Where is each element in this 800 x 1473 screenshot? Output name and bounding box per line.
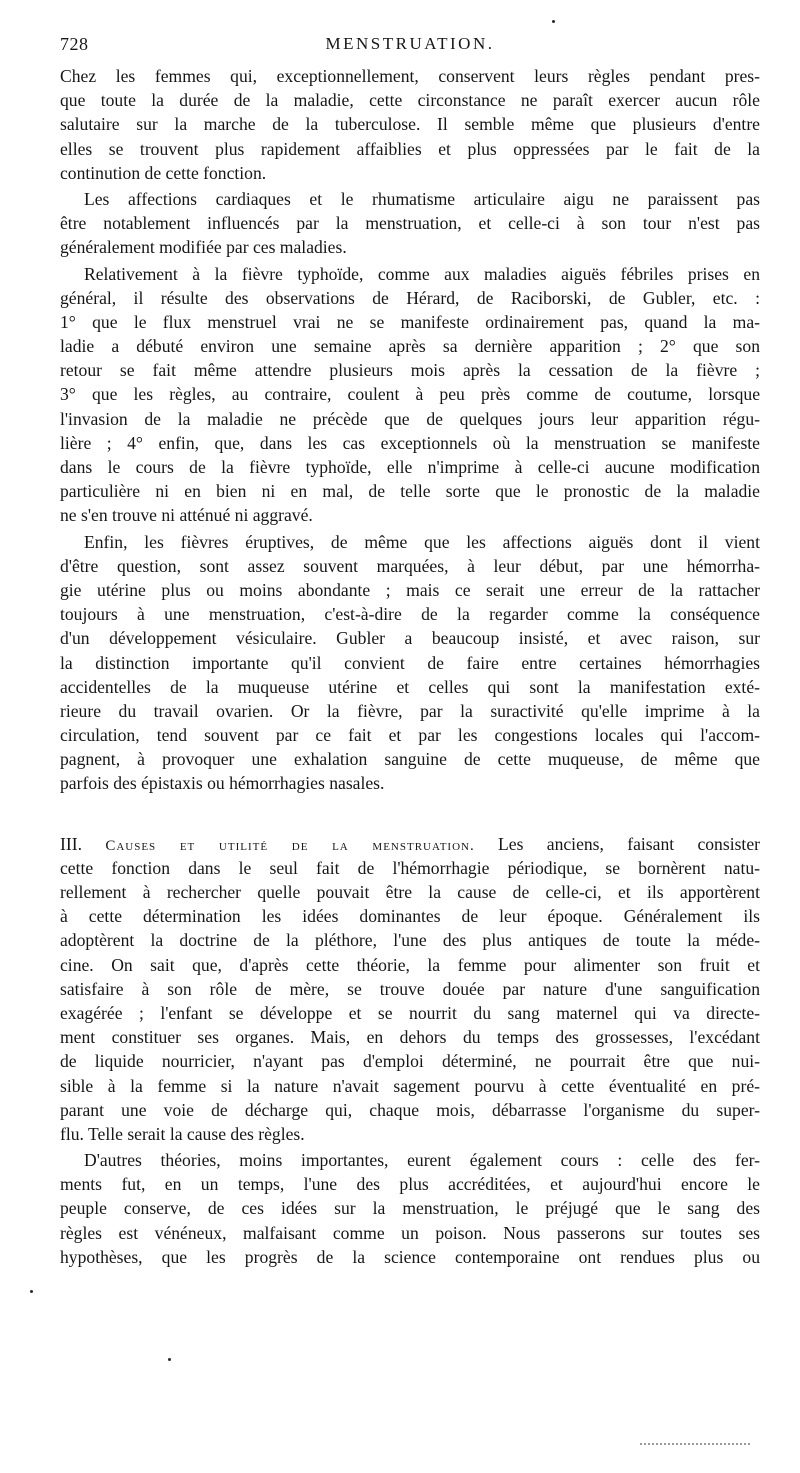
text-line: ladie a débuté environ une semaine après sa dernière apparition ; 2° que son (60, 336, 760, 357)
text-line: être notablement influencés par la menstruation, et celle-ci à son tour n'est pas (60, 213, 760, 234)
text-line: sible à la femme si la nature n'avait sagement pourvu à cette éventualité en pré- (60, 1075, 760, 1096)
text-line: Enfin, les fièvres éruptives, de même que les affections aiguës dont il vient (84, 531, 760, 552)
text-line: à cette détermination les idées dominantes de leur époque. Généralement ils (60, 906, 760, 927)
text-line: Chez les femmes qui, exceptionnellement, conservent leurs règles pendant pres- (60, 66, 760, 86)
text-line: particulière ni en bien ni en mal, de telle sorte que le pronostic de la maladie (60, 481, 760, 502)
paragraph-eruptive-fevers (60, 530, 760, 796)
text-line: satisfaire à son rôle de mère, se trouve douée par nature d'une sanguification (60, 978, 760, 999)
text-line: d'un développement vésiculaire. Gubler a beaucoup insisté, et avec raison, sur (60, 628, 760, 649)
text-line: 3° que les règles, au contraire, coulent à peu près comme de coutume, lorsque (60, 384, 760, 405)
paragraph-tuberculosis (60, 64, 760, 185)
text-line: peuple conserve, de ces idées sur la menstruation, le préjugé que le sang des (60, 1198, 760, 1219)
text-line: hypothèses, que les progrès de la science contemporaine ont rendues plus ou (60, 1246, 760, 1267)
scan-speck (30, 1290, 33, 1293)
text-line: gie utérine plus ou moins abondante ; mais ce serait une erreur de la rattacher (60, 579, 760, 600)
scan-speck (168, 1358, 171, 1361)
body-text (60, 64, 760, 1271)
text-line: 1° que le flux menstruel vrai ne se manifeste ordinairement pas, quand la ma- (60, 311, 760, 332)
text-line: cette fonction dans le seul fait de l'hémorrhagie périodique, se bornèrent natu- (60, 857, 760, 878)
text-line: généralement modifiée par ces maladies. (60, 237, 347, 258)
text-line: d'être question, sont assez souvent marquées, à leur début, par une hémorrha- (60, 555, 760, 576)
text-line: parfois des épistaxis ou hémorrhagies nasales. (60, 773, 385, 794)
section-first-text: Les anciens, faisant consister (498, 833, 760, 854)
text-line: ment constituer ses organes. Mais, en dehors du temps des grossesses, l'excédant (60, 1027, 760, 1048)
text-line: toujours à une menstruation, c'est-à-dire de la regarder comme la conséquence (60, 604, 760, 625)
text-line: ments fut, en un temps, l'une des plus accréditées, et aujourd'hui encore le (60, 1174, 760, 1195)
paragraph-cardiac (60, 187, 760, 260)
text-line: rellement à rechercher quelle pouvait être la cause de celle-ci, et ils apportèrent (60, 882, 760, 902)
page-number: 728 (60, 34, 89, 54)
running-title: MENSTRUATION. (325, 34, 495, 53)
scan-artifact (640, 1443, 750, 1447)
text-line: rieure du travail ovarien. Or la fièvre, par la suractivité qu'elle imprime à la (60, 700, 760, 721)
paragraph-other-theories (60, 1148, 760, 1269)
scan-speck (552, 20, 555, 23)
text-line: D'autres théories, moins importantes, eurent également cours : celle des fer- (84, 1150, 760, 1171)
text-line: accidentelles de la muqueuse utérine et celles qui sont la manifestation exté- (60, 676, 760, 697)
text-line: lière ; 4° enfin, que, dans les cas exceptionnels où la menstruation se manifeste (60, 432, 760, 453)
section-heading: Causes et utilité de la menstruation. (105, 837, 475, 854)
text-line: Les affections cardiaques et le rhumatisme articulaire aigu ne paraissent pas (84, 188, 760, 209)
text-line: pagnent, à provoquer une exhalation sanguine de cette muqueuse, de même que (60, 749, 760, 770)
text-line: elles se trouvent plus rapidement affaiblies et plus oppressées par le fait de la (60, 138, 760, 159)
text-line: Relativement à la fièvre typhoïde, comme aux maladies aiguës fébriles prises en (84, 263, 760, 284)
section-spacer (60, 798, 760, 832)
text-line: retour se fait même attendre plusieurs mois après la cessation de la fièvre ; (60, 360, 760, 381)
text-line: salutaire sur la marche de la tuberculose. Il semble même que plusieurs d'entre (60, 114, 760, 135)
text-line: adoptèrent la doctrine de la pléthore, l'une des plus antiques de toute la méde- (60, 930, 760, 951)
text-line: règles est vénéneux, malfaisant comme un poison. Nous passerons sur toutes ses (60, 1222, 760, 1243)
text-line: général, il résulte des observations de Hérard, de Raciborski, de Gubler, etc. : (60, 287, 760, 308)
text-line: que toute la durée de la maladie, cette circonstance ne paraît exercer aucun rôle (60, 90, 760, 111)
text-line: l'invasion de la maladie ne précède que de quelques jours leur apparition régu- (60, 408, 760, 429)
section-heading-line (60, 832, 760, 856)
section-number: III. (60, 833, 82, 854)
text-line: cine. On sait que, d'après cette théorie, la femme pour alimenter son fruit et (60, 954, 760, 975)
text-line: exagérée ; l'enfant se développe et se nourrit du sang maternel qui va directe- (60, 1002, 760, 1023)
text-line: la distinction importante qu'il convient de faire entre certaines hémorrhagies (60, 652, 760, 673)
text-line: de liquide nourricier, n'ayant pas d'emploi déterminé, ne pourrait être que nui- (60, 1051, 760, 1072)
text-line: dans le cours de la fièvre typhoïde, elle n'imprime à celle-ci aucune modification (60, 457, 760, 477)
section-causes (60, 832, 760, 1146)
text-line: ne s'en trouve ni atténué ni aggravé. (60, 505, 313, 526)
text-line: continution de cette fonction. (60, 162, 267, 183)
text-line: flu. Telle serait la cause des règles. (60, 1123, 305, 1144)
running-head (60, 34, 760, 58)
text-line: circulation, tend souvent par ce fait et par les congestions locales qui l'accom- (60, 725, 760, 746)
text-line: parant une voie de décharge qui, chaque mois, débarrasse l'organisme du super- (60, 1099, 760, 1120)
paragraph-typhoid (60, 262, 760, 528)
